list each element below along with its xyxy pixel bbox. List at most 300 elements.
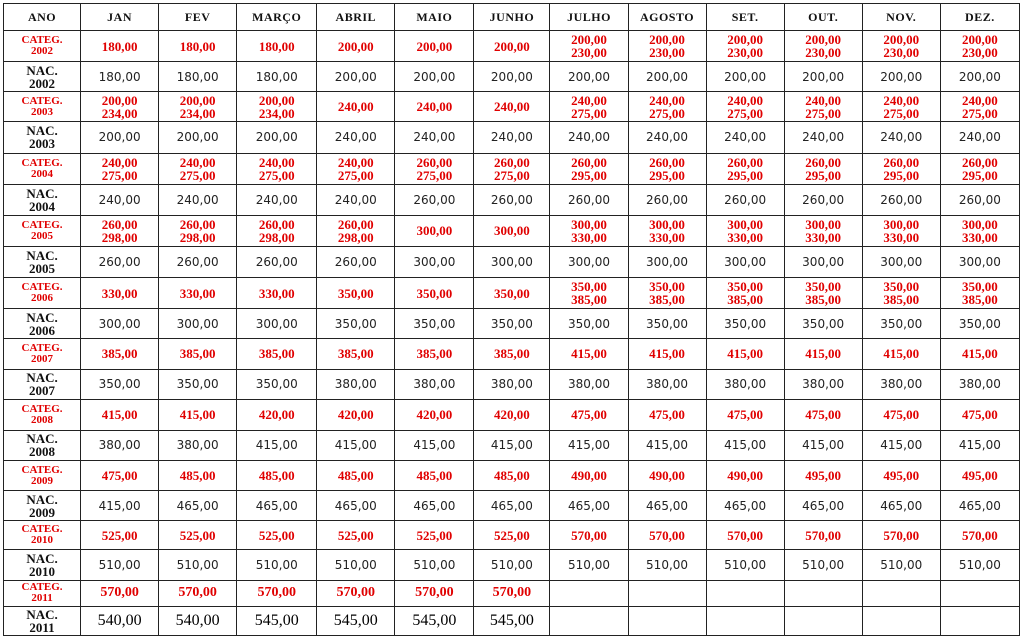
value-cell	[628, 278, 706, 309]
value-cell	[317, 92, 395, 122]
value-cell	[317, 215, 395, 246]
row-label-type: NAC.	[26, 309, 58, 325]
cell-value: 485,00	[416, 468, 453, 484]
value-cell	[628, 460, 706, 490]
cell-value: 300,00	[805, 216, 842, 232]
cell-value: 350,00	[727, 279, 763, 295]
value-cell: 200,00	[317, 62, 395, 92]
value-cell	[706, 278, 784, 309]
value-cell: 240,00	[395, 122, 474, 153]
cell-value: 300,00	[571, 216, 607, 232]
value-cell: 465,00	[237, 491, 317, 521]
value-cell: 200,00	[784, 62, 862, 92]
value-cell	[628, 521, 706, 550]
cell-value: 420,00	[416, 407, 453, 423]
cell-value: 350,00	[962, 279, 998, 295]
cell-value: 275,00	[727, 105, 763, 121]
value-cell	[784, 215, 862, 246]
value-cell	[395, 460, 474, 490]
cell-value: 475,00	[571, 407, 607, 423]
value-cell	[159, 460, 237, 490]
value-cell: 350,00	[81, 369, 159, 399]
value-cell	[237, 521, 317, 550]
value-cell	[784, 278, 862, 309]
value-cell	[550, 278, 628, 309]
value-cell: 350,00	[550, 309, 628, 339]
cell-value: 525,00	[337, 527, 374, 543]
cell-value: 240,00	[179, 154, 216, 170]
value-cell	[237, 339, 317, 369]
cell-value: 200,00	[258, 92, 295, 108]
value-cell: 380,00	[940, 369, 1019, 399]
cell-value: 260,00	[179, 216, 216, 232]
value-cell: 300,00	[628, 246, 706, 277]
value-cell: 180,00	[159, 62, 237, 92]
row-label	[4, 92, 81, 122]
row-label-type: CATEG.	[21, 94, 63, 107]
cell-value: 330,00	[101, 285, 138, 301]
value-cell: 240,00	[474, 122, 550, 153]
cell-value: 240,00	[337, 154, 374, 170]
row-label-type: CATEG.	[21, 341, 63, 354]
header-month: JUNHO	[474, 4, 550, 31]
cell-value: 385,00	[101, 346, 138, 362]
table-header	[4, 4, 1020, 31]
cell-value: 200,00	[962, 32, 998, 48]
value-cell: 545,00	[395, 606, 474, 635]
cell-value: 385,00	[571, 292, 607, 308]
cell-value: 200,00	[337, 38, 374, 54]
table-row	[4, 278, 1020, 309]
header-month: NOV.	[862, 4, 940, 31]
value-cell	[940, 339, 1019, 369]
value-cell: 545,00	[474, 606, 550, 635]
cell-value: 275,00	[337, 167, 374, 183]
cell-value: 385,00	[962, 292, 998, 308]
cell-value: 230,00	[571, 45, 607, 61]
value-cell	[862, 31, 940, 62]
value-cell: 260,00	[784, 184, 862, 215]
value-cell: 415,00	[862, 430, 940, 460]
value-cell	[395, 339, 474, 369]
row-label	[4, 606, 81, 635]
value-cell	[784, 606, 862, 635]
value-cell	[862, 215, 940, 246]
header-month: OUT.	[784, 4, 862, 31]
cell-value: 240,00	[571, 92, 607, 108]
row-label	[4, 184, 81, 215]
value-cell	[706, 521, 784, 550]
cell-value: 525,00	[179, 527, 216, 543]
value-cell	[159, 399, 237, 430]
value-cell: 415,00	[395, 430, 474, 460]
cell-value: 240,00	[337, 99, 374, 115]
value-cell: 510,00	[395, 550, 474, 580]
cell-value: 260,00	[494, 154, 530, 170]
row-label	[4, 215, 81, 246]
value-cell	[395, 278, 474, 309]
table-row	[4, 122, 1020, 153]
value-cell	[784, 399, 862, 430]
value-cell: 260,00	[237, 246, 317, 277]
cell-value: 385,00	[727, 292, 763, 308]
value-cell	[628, 399, 706, 430]
value-cell: 300,00	[474, 246, 550, 277]
value-cell: 200,00	[474, 62, 550, 92]
value-cell	[550, 215, 628, 246]
value-cell	[237, 460, 317, 490]
row-label	[4, 399, 81, 430]
value-cell	[550, 521, 628, 550]
value-cell	[784, 339, 862, 369]
cell-value: 300,00	[883, 216, 920, 232]
value-cell: 380,00	[862, 369, 940, 399]
value-cell	[81, 215, 159, 246]
table-row	[4, 184, 1020, 215]
cell-value: 350,00	[571, 279, 607, 295]
value-cell: 200,00	[628, 62, 706, 92]
cell-value: 570,00	[571, 527, 607, 543]
value-cell	[317, 521, 395, 550]
value-cell	[237, 399, 317, 430]
value-cell: 240,00	[940, 122, 1019, 153]
cell-value: 295,00	[727, 167, 763, 183]
header-month: JULHO	[550, 4, 628, 31]
value-cell	[550, 153, 628, 184]
header-row	[4, 4, 1020, 31]
cell-value: 350,00	[337, 285, 374, 301]
header-month: MAIO	[395, 4, 474, 31]
cell-value: 385,00	[416, 346, 453, 362]
value-cell	[159, 92, 237, 122]
cell-value: 385,00	[649, 292, 685, 308]
value-cell: 510,00	[862, 550, 940, 580]
cell-value: 260,00	[883, 154, 920, 170]
value-cell	[784, 521, 862, 550]
table-row	[4, 62, 1020, 92]
cell-value: 475,00	[962, 407, 998, 423]
value-cell: 415,00	[81, 491, 159, 521]
cell-value: 485,00	[337, 468, 374, 484]
row-label-year: 2008	[31, 413, 54, 426]
cell-value: 300,00	[416, 223, 453, 239]
value-cell: 350,00	[706, 309, 784, 339]
value-cell	[395, 215, 474, 246]
table-row	[4, 460, 1020, 490]
cell-value: 570,00	[100, 585, 139, 601]
cell-value: 275,00	[494, 167, 530, 183]
value-cell	[395, 31, 474, 62]
value-cell	[940, 521, 1019, 550]
value-cell	[940, 92, 1019, 122]
row-label-year: 2003	[29, 136, 56, 152]
cell-value: 385,00	[258, 346, 295, 362]
value-cell	[862, 580, 940, 606]
value-cell	[159, 278, 237, 309]
value-cell	[550, 460, 628, 490]
value-cell	[940, 460, 1019, 490]
cell-value: 415,00	[727, 346, 763, 362]
value-cell: 380,00	[628, 369, 706, 399]
value-cell	[706, 460, 784, 490]
cell-value: 275,00	[179, 167, 216, 183]
value-cell: 380,00	[317, 369, 395, 399]
cell-value: 240,00	[649, 92, 685, 108]
value-cell	[784, 92, 862, 122]
cell-value: 300,00	[649, 216, 685, 232]
cell-value: 200,00	[494, 38, 530, 54]
row-label	[4, 309, 81, 339]
row-label	[4, 460, 81, 490]
row-label-year: 2010	[31, 534, 54, 547]
value-cell	[940, 399, 1019, 430]
row-label-type: NAC.	[26, 491, 58, 507]
cell-value: 415,00	[883, 346, 920, 362]
value-cell	[706, 399, 784, 430]
value-cell	[706, 92, 784, 122]
value-cell	[237, 580, 317, 606]
value-cell	[862, 399, 940, 430]
cell-value: 385,00	[494, 346, 530, 362]
cell-value: 525,00	[494, 527, 530, 543]
cell-value: 200,00	[179, 92, 216, 108]
value-cell	[550, 31, 628, 62]
value-cell	[862, 521, 940, 550]
value-cell: 510,00	[474, 550, 550, 580]
cell-value: 490,00	[727, 468, 763, 484]
row-label-type: CATEG.	[21, 34, 63, 47]
cell-value: 415,00	[101, 407, 138, 423]
cell-value: 415,00	[571, 346, 607, 362]
value-cell	[474, 339, 550, 369]
cell-value: 180,00	[101, 38, 138, 54]
value-cell: 415,00	[940, 430, 1019, 460]
cell-value: 240,00	[258, 154, 295, 170]
cell-value: 260,00	[962, 154, 998, 170]
value-cell: 300,00	[81, 309, 159, 339]
cell-value: 275,00	[649, 105, 685, 121]
value-cell	[628, 580, 706, 606]
value-cell	[81, 339, 159, 369]
cell-value: 260,00	[649, 154, 685, 170]
value-cell: 465,00	[940, 491, 1019, 521]
value-cell	[81, 460, 159, 490]
value-cell: 300,00	[940, 246, 1019, 277]
value-cell: 300,00	[784, 246, 862, 277]
cell-value: 350,00	[494, 285, 530, 301]
value-cell	[706, 31, 784, 62]
value-cell: 240,00	[550, 122, 628, 153]
cell-value: 570,00	[649, 527, 685, 543]
value-cell	[706, 339, 784, 369]
row-label	[4, 62, 81, 92]
table-row	[4, 339, 1020, 369]
cell-value: 495,00	[962, 468, 998, 484]
cell-value: 234,00	[179, 105, 216, 121]
cell-value: 260,00	[416, 154, 453, 170]
value-cell	[862, 92, 940, 122]
value-cell: 200,00	[706, 62, 784, 92]
cell-value: 200,00	[649, 32, 685, 48]
value-cell	[81, 278, 159, 309]
value-cell: 415,00	[706, 430, 784, 460]
cell-value: 230,00	[962, 45, 998, 61]
row-label-type: CATEG.	[21, 218, 63, 231]
value-cell: 240,00	[317, 184, 395, 215]
cell-value: 200,00	[416, 38, 453, 54]
value-cell: 200,00	[237, 122, 317, 153]
value-cell: 240,00	[317, 122, 395, 153]
value-cell: 510,00	[784, 550, 862, 580]
value-cell: 350,00	[784, 309, 862, 339]
value-cell: 240,00	[628, 122, 706, 153]
header-month: JAN	[81, 4, 159, 31]
value-cell	[237, 31, 317, 62]
table-row	[4, 215, 1020, 246]
cell-value: 570,00	[257, 585, 296, 601]
value-cell	[628, 31, 706, 62]
value-cell	[237, 215, 317, 246]
row-label-type: CATEG.	[21, 581, 63, 594]
cell-value: 415,00	[649, 346, 685, 362]
value-cell: 260,00	[862, 184, 940, 215]
value-cell: 510,00	[159, 550, 237, 580]
value-cell: 260,00	[628, 184, 706, 215]
value-cell: 380,00	[706, 369, 784, 399]
value-cell	[940, 606, 1019, 635]
cell-value: 230,00	[883, 45, 920, 61]
value-cell	[395, 92, 474, 122]
value-cell	[81, 31, 159, 62]
table-row	[4, 491, 1020, 521]
value-cell: 300,00	[550, 246, 628, 277]
cell-value: 300,00	[727, 216, 763, 232]
row-label	[4, 430, 81, 460]
value-cell	[550, 399, 628, 430]
cell-value: 570,00	[727, 527, 763, 543]
value-cell	[237, 278, 317, 309]
value-cell	[784, 580, 862, 606]
value-cell	[237, 153, 317, 184]
table-row	[4, 550, 1020, 580]
value-cell	[317, 278, 395, 309]
cell-value: 350,00	[883, 279, 920, 295]
value-cell	[940, 278, 1019, 309]
value-cell	[706, 580, 784, 606]
row-label-type: NAC.	[26, 550, 58, 566]
row-label	[4, 491, 81, 521]
row-label-type: CATEG.	[21, 402, 63, 415]
cell-value: 485,00	[494, 468, 530, 484]
cell-value: 298,00	[258, 229, 295, 245]
value-cell	[159, 339, 237, 369]
table-row	[4, 153, 1020, 184]
value-cell	[784, 153, 862, 184]
cell-value: 495,00	[883, 468, 920, 484]
value-cell: 300,00	[862, 246, 940, 277]
cell-value: 275,00	[101, 167, 138, 183]
cell-value: 240,00	[727, 92, 763, 108]
cell-value: 234,00	[101, 105, 138, 121]
cell-value: 385,00	[883, 292, 920, 308]
value-cell: 540,00	[159, 606, 237, 635]
value-cell	[474, 460, 550, 490]
cell-value: 570,00	[415, 585, 454, 601]
cell-value: 350,00	[805, 279, 842, 295]
cell-value: 300,00	[494, 223, 530, 239]
value-cell: 380,00	[784, 369, 862, 399]
cell-value: 475,00	[727, 407, 763, 423]
value-cell: 350,00	[862, 309, 940, 339]
row-label	[4, 246, 81, 277]
row-label-type: CATEG.	[21, 156, 63, 169]
cell-value: 330,00	[962, 229, 998, 245]
cell-value: 260,00	[101, 216, 138, 232]
value-cell: 240,00	[784, 122, 862, 153]
table-row	[4, 430, 1020, 460]
cell-value: 475,00	[883, 407, 920, 423]
cell-value: 570,00	[178, 585, 217, 601]
cell-value: 420,00	[337, 407, 374, 423]
value-cell	[474, 92, 550, 122]
table-row	[4, 309, 1020, 339]
row-label-type: CATEG.	[21, 281, 63, 294]
cell-value: 275,00	[883, 105, 920, 121]
cell-value: 330,00	[571, 229, 607, 245]
cell-value: 240,00	[494, 99, 530, 115]
value-cell	[81, 92, 159, 122]
row-label-year: 2004	[29, 198, 56, 214]
value-cell: 180,00	[81, 62, 159, 92]
value-cell: 260,00	[550, 184, 628, 215]
value-cell: 465,00	[784, 491, 862, 521]
value-cell	[706, 606, 784, 635]
cell-value: 570,00	[962, 527, 998, 543]
cell-value: 260,00	[727, 154, 763, 170]
value-cell	[159, 31, 237, 62]
value-cell: 260,00	[81, 246, 159, 277]
value-cell: 510,00	[237, 550, 317, 580]
cell-value: 570,00	[492, 585, 532, 601]
value-cell	[940, 153, 1019, 184]
value-cell	[550, 339, 628, 369]
cell-value: 415,00	[962, 346, 998, 362]
value-cell	[159, 153, 237, 184]
cell-value: 570,00	[805, 527, 842, 543]
cell-value: 180,00	[258, 38, 295, 54]
cell-value: 240,00	[883, 92, 920, 108]
cell-value: 415,00	[805, 346, 842, 362]
table-row	[4, 246, 1020, 277]
cell-value: 385,00	[337, 346, 374, 362]
cell-value: 295,00	[883, 167, 920, 183]
value-cell: 415,00	[317, 430, 395, 460]
value-cell: 260,00	[940, 184, 1019, 215]
value-cell: 300,00	[395, 246, 474, 277]
row-label-type: NAC.	[26, 185, 58, 201]
row-label	[4, 369, 81, 399]
cell-value: 330,00	[805, 229, 842, 245]
value-cell: 350,00	[395, 309, 474, 339]
value-cell	[628, 215, 706, 246]
value-cell: 350,00	[474, 309, 550, 339]
value-cell: 200,00	[395, 62, 474, 92]
cell-value: 300,00	[962, 216, 998, 232]
value-cell	[940, 215, 1019, 246]
row-label-year: 2007	[31, 352, 54, 365]
row-label-year: 2011	[31, 592, 53, 605]
value-cell: 510,00	[81, 550, 159, 580]
